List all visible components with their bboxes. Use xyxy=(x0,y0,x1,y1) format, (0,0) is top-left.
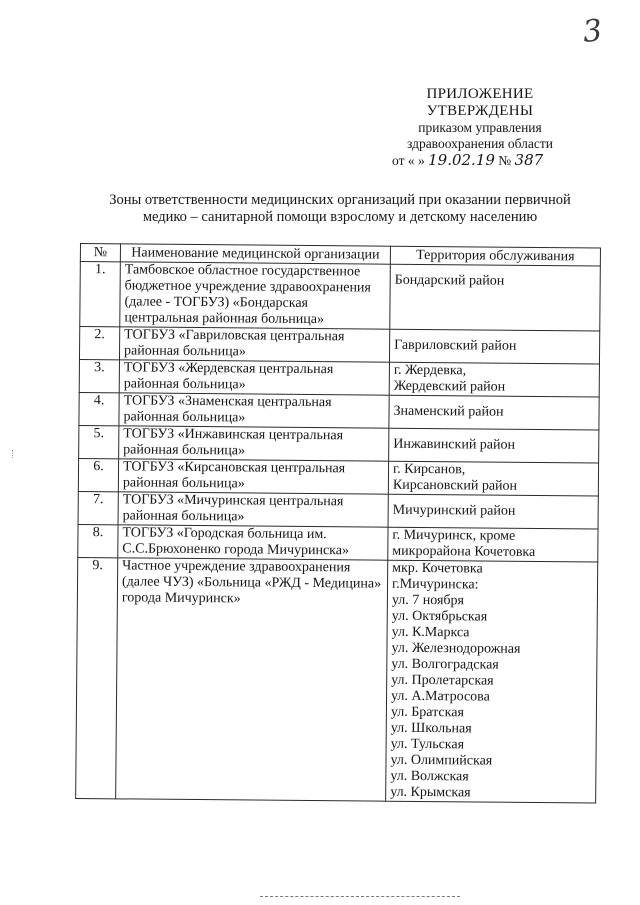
territory-line: ул. 7 ноября xyxy=(391,592,465,609)
zones-table xyxy=(75,243,601,804)
appendix-label: ПРИЛОЖЕНИЕ xyxy=(426,86,534,102)
table-row xyxy=(76,557,598,803)
territory-line: ул. Октябрьская xyxy=(391,608,488,625)
table-row xyxy=(79,425,599,463)
approved-label: УТВЕРЖДЕНЫ xyxy=(426,103,534,119)
service-territory xyxy=(390,264,601,331)
scan-mark xyxy=(12,450,15,458)
territory-line: Инжавинский район xyxy=(393,436,516,453)
organization-name: Частное учреждение здравоохранения (далее ЧУЗ) «Больница «РЖД - Медицина» города Мичуринск» xyxy=(116,558,388,801)
service-territory xyxy=(388,527,598,562)
service-territory xyxy=(386,560,598,803)
territory-line: мкр. Кочетовка xyxy=(392,560,483,577)
table-row xyxy=(79,392,599,430)
row-number: 9. xyxy=(76,557,118,798)
table-row xyxy=(78,524,598,562)
row-number: 1. xyxy=(80,262,121,327)
table-row xyxy=(80,262,601,332)
row-number: 7. xyxy=(78,491,118,524)
organization-name: ТОГБУЗ «Мичуринская центральная районная больница» xyxy=(118,492,388,527)
territory-line: ул. Братская xyxy=(390,704,464,721)
row-number: 2. xyxy=(79,327,119,360)
service-territory xyxy=(389,428,599,463)
territory-line: ул. Олимпийская xyxy=(390,752,493,769)
service-territory xyxy=(389,329,599,364)
order-date: 19.02.19 xyxy=(428,151,495,169)
territory-line: Мичуринский район xyxy=(392,502,516,519)
order-number: 387 xyxy=(514,151,544,169)
header-organization: Наименование медицинской организации xyxy=(120,244,390,264)
territory-line: г.Мичуринска: xyxy=(391,576,479,593)
order-line-1: приказом управления xyxy=(418,120,542,135)
row-number: 4. xyxy=(79,392,119,425)
territory-line: ул. Волжская xyxy=(390,768,469,785)
header-territory: Территория обслуживания xyxy=(390,246,600,266)
service-territory xyxy=(389,362,599,397)
row-number: 6. xyxy=(78,458,118,491)
approval-header xyxy=(380,86,580,152)
territory-line: ул. А.Матросова xyxy=(390,688,490,705)
territory-line: ул. Волгоградская xyxy=(391,656,499,673)
row-number: 5. xyxy=(79,425,119,458)
organization-name: ТОГБУЗ «Городская больница им. С.С.Брюхоненко города Мичуринска» xyxy=(118,525,388,560)
order-line-2: здравоохранения области xyxy=(406,136,553,151)
organization-name: ТОГБУЗ «Инжавинская центральная районная больница» xyxy=(119,426,389,461)
order-number-label: № xyxy=(498,153,512,168)
row-number: 3. xyxy=(79,359,119,392)
territory-line: ул. Пролетарская xyxy=(391,672,494,689)
organization-name: ТОГБУЗ «Гавриловская центральная районная больница» xyxy=(119,327,389,362)
territory-line: г. Кирсанов, xyxy=(392,461,466,478)
order-date-prefix: от « » xyxy=(392,153,425,168)
territory-line: Кирсановский район xyxy=(392,477,518,494)
service-territory xyxy=(388,494,598,529)
organization-name: ТОГБУЗ «Кирсановская центральная районная больница» xyxy=(118,459,388,494)
service-territory xyxy=(388,461,598,496)
organization-name: ТОГБУЗ «Знаменская центральная районная больница» xyxy=(119,393,389,428)
service-territory xyxy=(389,395,599,430)
table-row xyxy=(79,359,599,397)
document-title: Зоны ответственности медицинских организаций при оказании первичной медико – санитарной помощи взрослому и детскому населению xyxy=(109,192,571,225)
territory-line: г. Жердевка, xyxy=(393,362,467,379)
handwritten-page-number: 3 xyxy=(581,13,604,50)
organization-name: Тамбовское областное государственное бюджетное учреждение здравоохранения (далее - ТОГБУЗ) «Бондарская центральная районная больница» xyxy=(120,262,391,329)
table-row xyxy=(79,327,599,365)
territory-line: Жердевский район xyxy=(393,378,506,395)
organization-name: ТОГБУЗ «Жердевская центральная районная больница» xyxy=(119,360,389,395)
header-number: № xyxy=(80,244,120,262)
row-number: 8. xyxy=(78,524,118,557)
scan-footer-mark xyxy=(260,896,460,897)
territory-line: ул. Крымская xyxy=(390,784,471,801)
table-row xyxy=(78,458,598,496)
territory-line: ул. К.Маркса xyxy=(391,624,470,641)
territory-line: ул. Тульская xyxy=(390,736,465,753)
territory-line: Знаменский район xyxy=(393,403,504,420)
order-reference xyxy=(392,151,592,169)
territory-line: ул. Железнодорожная xyxy=(391,640,521,657)
table-row xyxy=(78,491,598,529)
territory-line: г. Мичуринск, кроме микрорайона Кочетовка xyxy=(392,527,536,560)
territory-line: ул. Школьная xyxy=(390,720,472,737)
territory-line: Гавриловский район xyxy=(394,337,517,354)
territory-line: Бондарский район xyxy=(394,272,505,289)
